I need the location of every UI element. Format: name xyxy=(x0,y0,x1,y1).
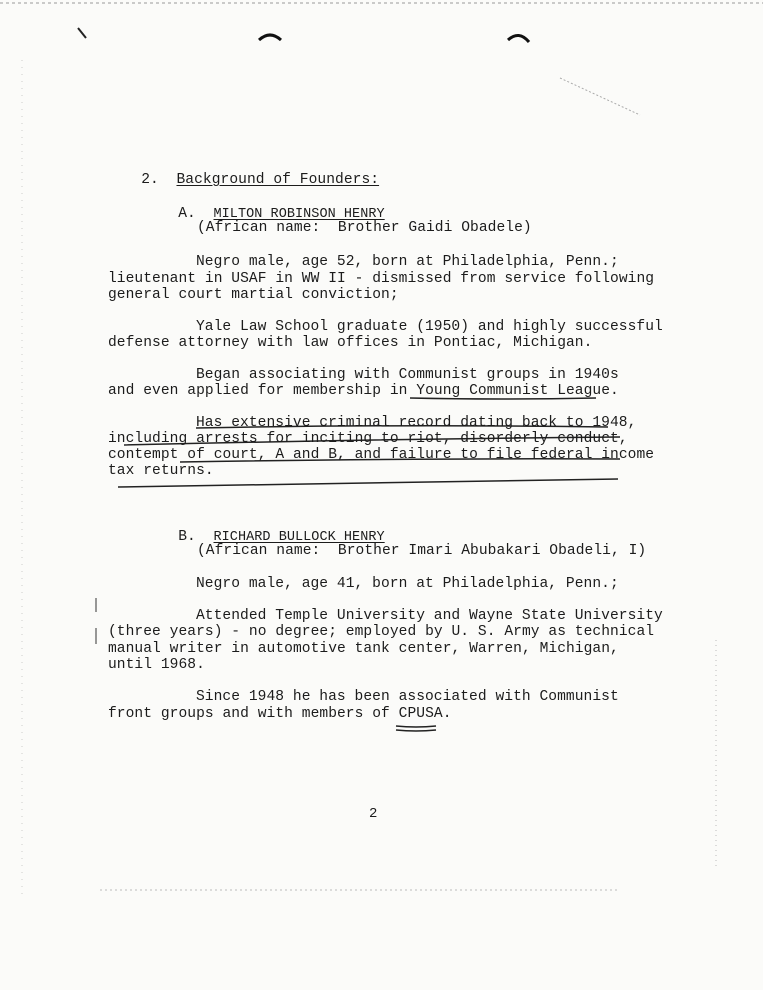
founder-b-p3-line2: front groups and with members of CPUSA. xyxy=(108,706,452,722)
founder-b-african-name: (African name: Brother Imari Abubakari Obadeli, I) xyxy=(197,543,647,559)
founder-a-p4-line4: tax returns. xyxy=(108,463,214,479)
founder-a-p3-line2: and even applied for membership in Young Communist League. xyxy=(108,383,619,399)
founder-a-p4-line2: including arrests for inciting to riot, disorderly conduct, xyxy=(108,431,628,447)
founder-b-p2-line3: manual writer in automotive tank center, Warren, Michigan, xyxy=(108,641,619,657)
founder-a-p4-line1: Has extensive criminal record dating back to 1948, xyxy=(196,415,637,431)
founder-b-p2-line2: (three years) - no degree; employed by U. S. Army as technical xyxy=(108,624,655,640)
section-number: 2. xyxy=(141,172,159,188)
founder-b-name: RICHARD BULLOCK HENRY xyxy=(213,530,385,545)
founder-a-p1-line1: Negro male, age 52, born at Philadelphia, Penn.; xyxy=(196,254,619,270)
founder-b-p3-line1: Since 1948 he has been associated with Communist xyxy=(196,689,619,705)
section-title: Background of Founders: xyxy=(176,172,380,188)
founder-a-p1-line3: general court martial conviction; xyxy=(108,287,399,303)
page-number: 2 xyxy=(369,806,378,822)
founder-a-name: MILTON ROBINSON HENRY xyxy=(213,207,385,222)
founder-a-p2-line2: defense attorney with law offices in Pontiac, Michigan. xyxy=(108,335,593,351)
founder-a-p4-line3: contempt of court, A and B, and failure to file federal income xyxy=(108,447,655,463)
founder-b-p2-line1: Attended Temple University and Wayne State University xyxy=(196,608,663,624)
founder-b-letter: B. xyxy=(178,529,196,545)
founder-b-p1-line1: Negro male, age 41, born at Philadelphia, Penn.; xyxy=(196,576,619,592)
founder-a-letter: A. xyxy=(178,206,196,222)
founder-a-p2-line1: Yale Law School graduate (1950) and highly successful xyxy=(196,319,663,335)
founder-a-p1-line2: lieutenant in USAF in WW II - dismissed from service following xyxy=(108,271,655,287)
founder-a-p3-line1: Began associating with Communist groups in 1940s xyxy=(196,367,619,383)
founder-a-african-name: (African name: Brother Gaidi Obadele) xyxy=(197,220,532,236)
founder-b-p2-line4: until 1968. xyxy=(108,657,205,673)
